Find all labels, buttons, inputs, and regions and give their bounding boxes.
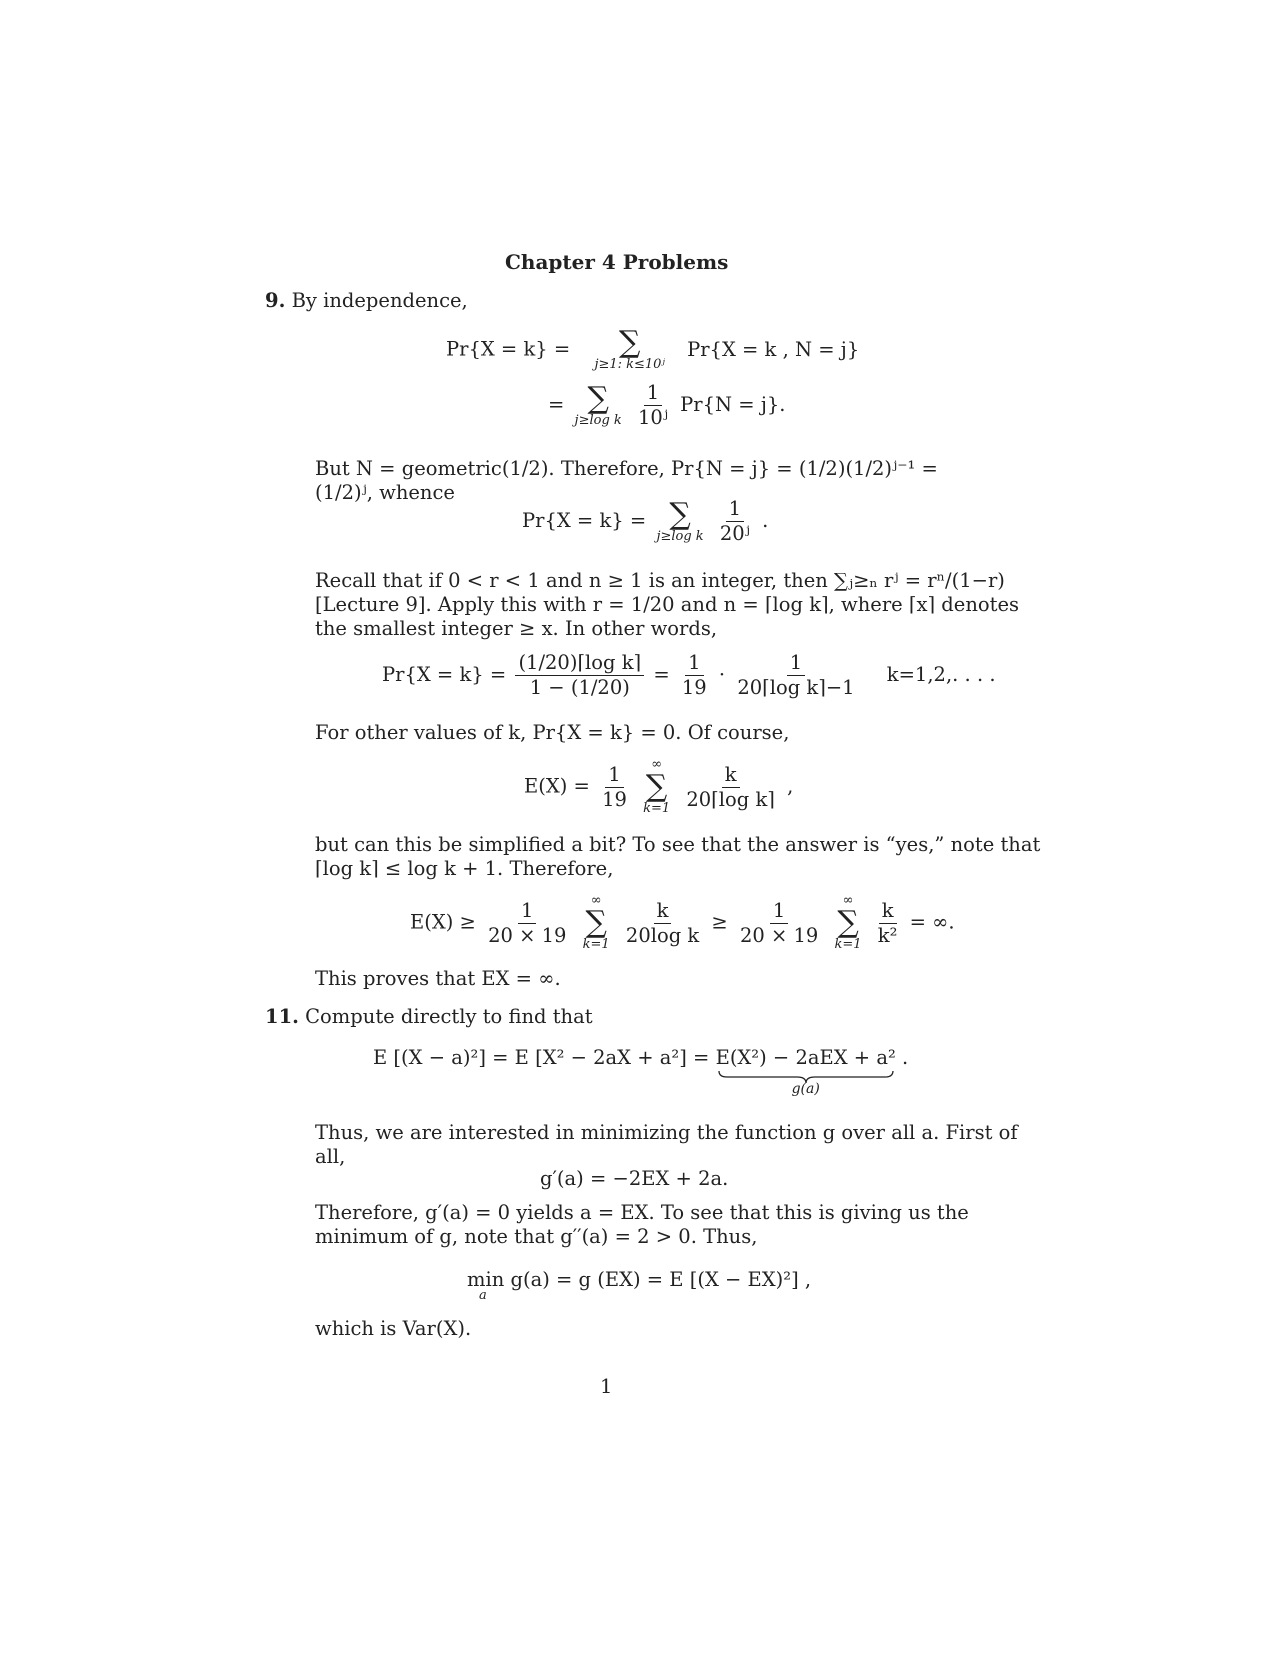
equation-5: E(X) = $\frac{1}{19}$ ∞ ∑ k=1 $\frac{k}{\text{20⌈log k⌉}}$ , (524, 757, 794, 816)
problem-number: 9. (265, 289, 286, 312)
paragraph-other-values: For other values of k, Pr{X = k} = 0. Of course, (315, 721, 790, 744)
fraction: $\frac{1}{\text{20ʲ}}$ (719, 497, 750, 545)
problem-9-intro (265, 288, 468, 314)
eq1-term: Pr{X = k , N = j} (687, 337, 860, 361)
paragraph-proves: This proves that EX = ∞. (315, 967, 561, 990)
summation: ∞ ∑ k=1 (643, 757, 671, 816)
summation: ∑ j≥1: k≤10ʲ (594, 325, 665, 372)
fraction: $\frac{k}{\text{k²}}$ (877, 898, 898, 947)
fraction: $\frac{1}{20 \times 19}$ (488, 898, 567, 947)
page-title: Chapter 4 Problems (505, 250, 729, 274)
eq2-term: Pr{N = j}. (680, 393, 786, 416)
paragraph-simplify-2: ⌈log k⌉ ≤ log k + 1. Therefore, (315, 857, 614, 880)
eq4-range: k=1,2,. . . . (886, 663, 996, 686)
fraction: $\frac{1}{20 \times 19}$ (739, 898, 819, 947)
underbrace-group (716, 1046, 896, 1097)
equation-8: g′(a) = −2EX + 2a. (540, 1167, 729, 1190)
eq7-braced: E(X²) − 2aEX + a² (715, 1046, 896, 1069)
paragraph-variance: which is Var(X). (315, 1317, 472, 1340)
paragraph-simplify-1: but can this be simplified a bit? To see that the answer is “yes,” note that (315, 833, 1041, 856)
eq3-lhs: Pr{X = k} = (522, 509, 647, 532)
page-number: 1 (600, 1375, 613, 1398)
summation: ∞ ∑ k=1 (834, 893, 862, 952)
sum-upper-limit: ∞ (590, 893, 602, 908)
eq6-ge: ≥ (711, 910, 728, 934)
problem-intro-text: Compute directly to find that (305, 1005, 593, 1028)
equation-2: = ∑ j≥log k $\frac{1}{\text{10ʲ}}$ Pr{N = j}. (548, 380, 786, 429)
problem-11-intro (265, 1004, 593, 1030)
equation-6 (410, 894, 955, 952)
sum-lower-limit: k=1 (582, 937, 610, 952)
fraction: $\frac{k}{\text{20log k}}$ (625, 898, 700, 947)
underbrace-label: g(a) (791, 1081, 820, 1097)
fraction: $\frac{\text{(1/20)⌈log k⌉}}{1 - (1/20)}$ (515, 652, 644, 699)
eq6-lhs: E(X) ≥ (410, 910, 476, 934)
fraction: $\frac{1}{\text{20⌈log k⌉−1}}$ (737, 651, 855, 699)
problem-number: 11. (265, 1005, 299, 1028)
equation-7: E [(X − a)²] = E [X² − 2aX + a²] = E(X²) − 2aEX + a² g(a) . (373, 1046, 909, 1097)
equation-1 (446, 325, 860, 372)
sum-lower-limit: j≥log k (574, 412, 622, 428)
paragraph-geometric-1: But N = geometric(1/2). Therefore, Pr{N = j} = (1/2)(1/2)ʲ⁻¹ = (315, 457, 938, 480)
fraction: $\frac{k}{\text{20⌈log k⌉}}$ (686, 762, 775, 811)
equation-9: min g(a) = g (EX) = E [(X − EX)²] , (467, 1268, 812, 1291)
sum-upper-limit: ∞ (651, 757, 663, 772)
paragraph-recall-1: Recall that if 0 < r < 1 and n ≥ 1 is an integer, then ∑ⱼ≥ₙ rʲ = rⁿ/(1−r) (315, 569, 1005, 592)
sum-lower-limit: j≥log k (656, 528, 704, 544)
paragraph-therefore-1: Therefore, g′(a) = 0 yields a = EX. To see that this is giving us the (315, 1201, 969, 1224)
summation: ∑ j≥log k (574, 380, 622, 428)
fraction: $\frac{1}{\text{10ʲ}}$ (638, 381, 668, 429)
paragraph-geometric-2: (1/2)ʲ, whence (315, 481, 455, 504)
equation-4: Pr{X = k} = $\frac{\text{(1/20)⌈log k⌉}}{1 - (1/20)}$ = $\frac{1}{19}$ · $\frac{1}{\text{20⌈log k⌉−1}}$ k=1,2,. . . . (382, 651, 996, 699)
problem-intro-text: By independence, (291, 289, 468, 312)
fraction: $\frac{1}{19}$ (681, 651, 707, 699)
summation: ∞ ∑ k=1 (582, 893, 610, 952)
eq4-lhs: Pr{X = k} = (382, 663, 507, 686)
fraction: $\frac{1}{19}$ (602, 762, 627, 811)
eq5-lhs: E(X) = (524, 774, 590, 798)
paragraph-recall-3: the smallest integer ≥ x. In other words, (315, 617, 718, 640)
sum-lower-limit: k=1 (643, 801, 671, 816)
min-subscript: a (479, 1288, 487, 1303)
sum-lower-limit: j≥1: k≤10ʲ (594, 357, 665, 372)
paragraph-minimizing-1: Thus, we are interested in minimizing the function g over all a. First of (315, 1121, 1018, 1144)
eq1-lhs: Pr{X = k} = (446, 337, 571, 361)
paragraph-minimizing-2: all, (315, 1145, 346, 1168)
summation: ∑ j≥log k (656, 496, 704, 544)
eq6-end: = ∞. (909, 910, 955, 934)
paragraph-therefore-2: minimum of g, note that g′′(a) = 2 > 0. Thus, (315, 1225, 758, 1248)
paragraph-recall-2: [Lecture 9]. Apply this with r = 1/20 and n = ⌈log k⌉, where ⌈x⌉ denotes (315, 593, 1019, 616)
equation-3: Pr{X = k} = ∑ j≥log k $\frac{1}{\text{20ʲ}}$ . (522, 496, 769, 545)
eq7-left: E [(X − a)²] = E [X² − 2aX + a²] = (373, 1046, 710, 1069)
